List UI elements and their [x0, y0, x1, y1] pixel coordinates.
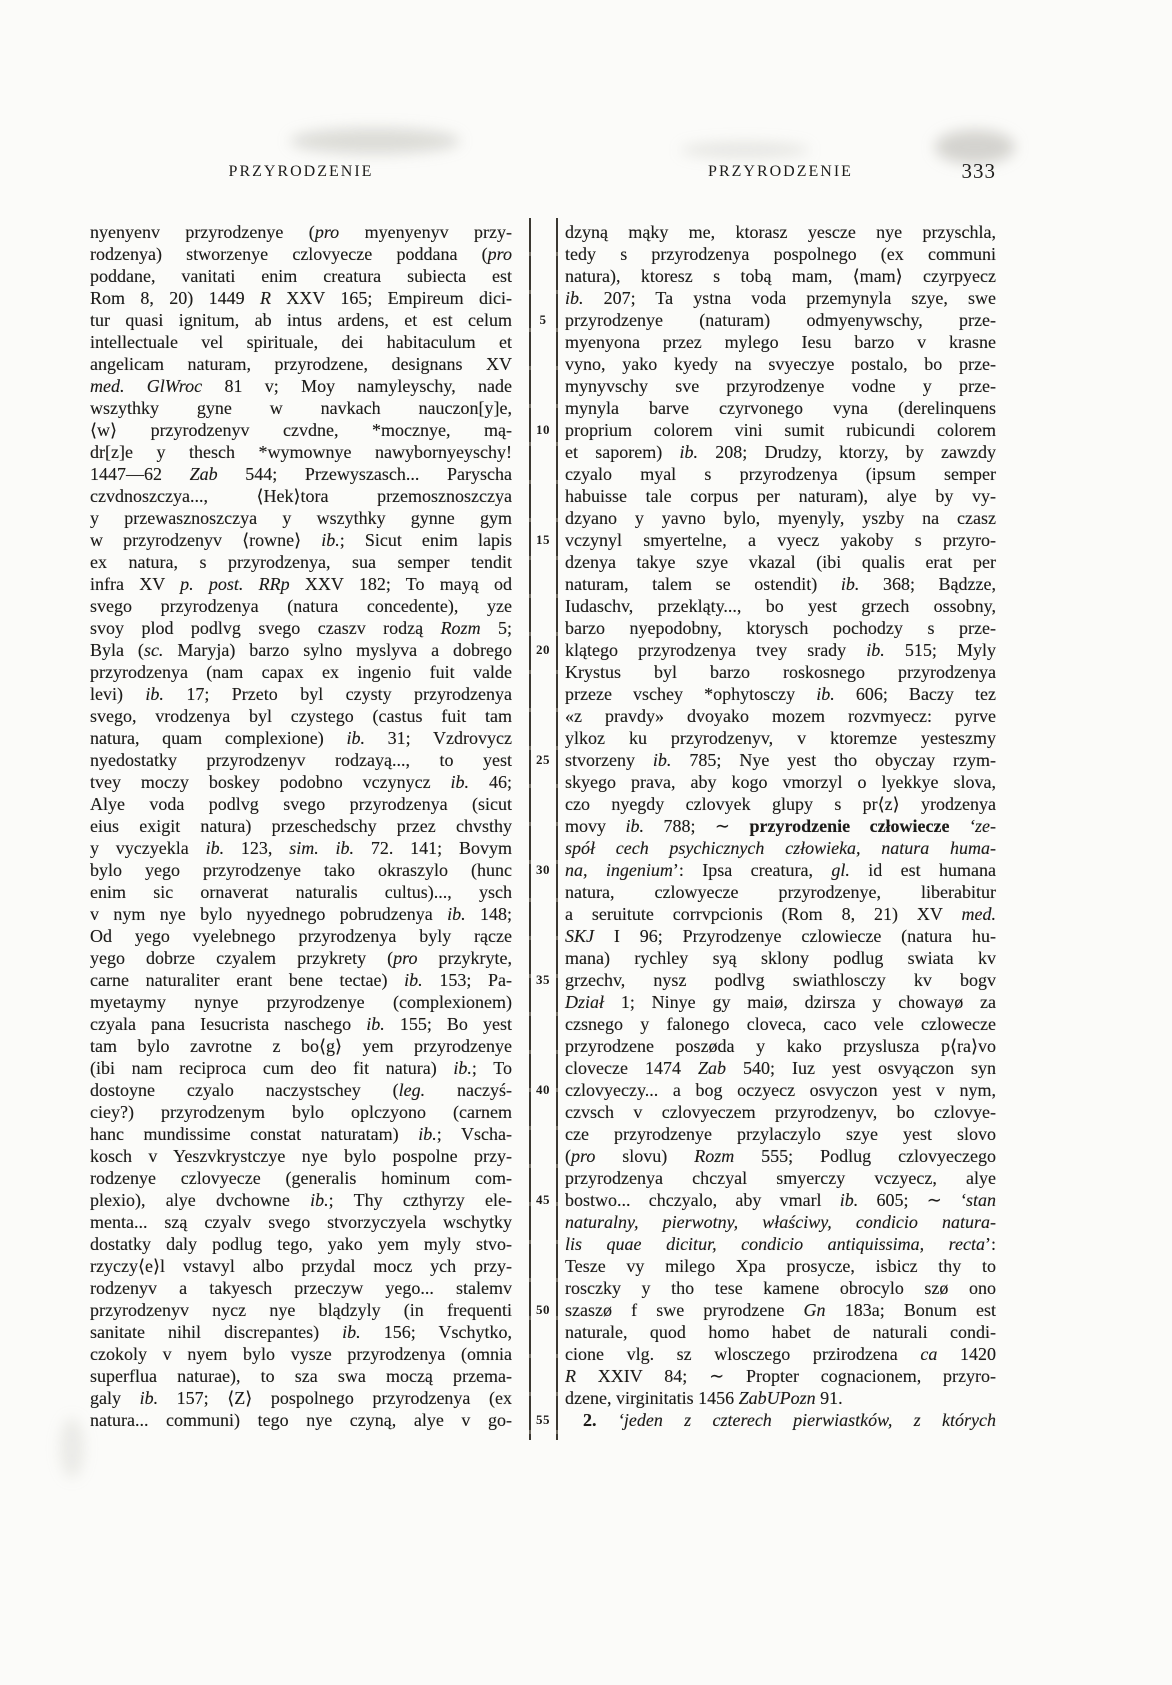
text-line-left-1: nyenyenv przyrodzenye (pro myenyenyv przy- [90, 222, 512, 242]
text-line-right-14: dzyano y yavno bylo, myenyly, yszby na czasz [565, 508, 996, 528]
text-line-left-20: Byla (sc. Maryja) barzo sylno myslyva a dobrego [90, 640, 512, 660]
text-line-right-40: czlovyeczy... a bog oczyecz osvyczon yest v nym, [565, 1080, 996, 1100]
text-line-left-17: infra XV p. post. RRp XXV 182; To mayą od [90, 574, 512, 594]
text-line-left-34: yego dobrze czyalem przykrety (pro przykryte, [90, 948, 512, 968]
text-line-left-14: y przewasznoszczya y wszythky gynne gym [90, 508, 512, 528]
text-line-right-47: lis quae dicitur, condicio antiquissima, recta’: [565, 1234, 996, 1254]
text-line-right-55: 2. ‘jeden z czterech pierwiastków, z których [583, 1410, 996, 1430]
text-line-left-7: angelicam naturam, przyrodzene, designans XV [90, 354, 512, 374]
page-number: 333 [961, 159, 996, 183]
text-line-right-27: czo nyegdy czlovyek glupy s pr⟨z⟩ yrodzenya [565, 794, 996, 814]
text-line-left-2: rodzenya) stworzenye czlovyecze poddana (pro [90, 244, 512, 264]
text-line-left-27: Alye voda podlvg svego przyrodzenya (sicut [90, 794, 512, 814]
text-line-left-19: svoy plod podlvg svego czaszv rodzą Rozm 5; [90, 618, 512, 638]
text-line-left-30: bylo yego przyrodzenye tako okraszylo (hunc [90, 860, 512, 880]
right-text-column [565, 221, 996, 1431]
left-text-column [90, 221, 512, 1431]
text-line-right-19: barzo nyepodobny, ktorysch pochodzy s prze- [565, 618, 996, 638]
text-line-right-9: mynyla barve czyrvonego vyna (derelinquens [565, 398, 996, 418]
text-line-left-12: 1447—62 Zab 544; Przewyszasch... Paryscha [90, 464, 512, 484]
text-line-right-8: mynyvschy sve przyrodzenye vodne y prze- [565, 376, 996, 396]
text-line-right-24: ylkoz ku przyrodzenyv, v ktoremze yesteszmy [565, 728, 996, 748]
text-line-right-3: natura), ktoresz s tobą mam, ⟨mam⟩ czyrpyecz [565, 266, 996, 286]
text-line-right-41: czvsch v czlovyeczem przyrodzenyv, bo czlovye- [565, 1102, 996, 1122]
text-line-left-37: czyala pana Iesucrista naschego ib. 155; Bo yest [90, 1014, 512, 1034]
text-line-left-21: przyrodzenya (nam capax ex ingenio fuit valde [90, 662, 512, 682]
text-line-right-20: klątego przyrodzenya tvey srady ib. 515; Myly [565, 640, 996, 660]
text-line-right-5: przyrodzenye (naturam) odmyenywschy, prze- [565, 310, 996, 330]
text-line-left-32: v nym nye bylo nyyednego pobrudzenya ib. 148; [90, 904, 512, 924]
text-line-left-9: wszythky gyne w navkach nauczon[y]e, [90, 398, 512, 418]
text-line-right-39: clovecze 1474 Zab 540; Iuz yest osvyączon syn [565, 1058, 996, 1078]
text-line-right-38: przyrodzene poszøda y kako przyslusza p⟨ra⟩vo [565, 1036, 996, 1056]
running-head [0, 0, 1172, 200]
text-line-right-43: (pro slovu) Rozm 555; Podlug czlovyeczego [565, 1146, 997, 1166]
text-line-right-16: dzenya takye szye vkazal (ibi qualis erat per [565, 552, 996, 572]
text-line-right-44: przyrodzenya chczyal smyerczy vczyecz, alye [565, 1168, 996, 1188]
text-line-left-33: Od yego vyelebnego przyrodzenya byly rącze [90, 926, 512, 946]
text-line-left-6: intellectuale vel spirituale, dei habitaculum et [90, 332, 512, 352]
text-line-right-21: Krystus byl barzo roskosnego przyrodzenya [565, 662, 996, 682]
column-divider-left-rule [529, 218, 531, 1440]
text-line-right-51: naturale, quod homo habet de naturali condi- [565, 1322, 996, 1342]
text-line-left-45: plexio), alye dvchowne ib.; Thy czthyrzy ele- [90, 1190, 512, 1210]
text-line-left-48: rzyczy⟨e⟩l vstavyl albo przydal mocz ych przy- [90, 1256, 512, 1276]
text-line-right-1: dzyną mąky me, ktorasz yescze nye przyschla, [565, 222, 996, 242]
text-line-right-37: czsnego y falonego cloveca, caco vele czlowecze [565, 1014, 996, 1034]
text-line-left-31: enim sic ornaverat naturalis cultus)..., ysch [90, 882, 512, 902]
text-line-right-4: ib. 207; Ta ystna voda przemynyla szye, swe [565, 288, 996, 308]
line-number-50: 50 [536, 1302, 550, 1317]
text-line-left-16: ex natura, s przyrodzenya, sua semper tendit [90, 552, 512, 572]
text-line-left-28: eius exigit natura) przeschedschy przez chvsthy [90, 816, 512, 836]
text-line-left-53: superflua naturae), to sza swa moczą przema- [90, 1366, 512, 1386]
text-line-right-7: vyno, yako kyedy na svyeczye postalo, bo prze- [565, 354, 996, 374]
line-number-35: 35 [536, 972, 550, 987]
scan-smudge [60, 1418, 84, 1478]
text-line-right-36: Dział 1; Ninye gy maiø, dzirsza y chowayø za [565, 992, 996, 1012]
text-line-right-6: myenyona przez mylego Iesu barzo v krasne [565, 332, 996, 352]
line-number-10: 10 [536, 422, 550, 437]
text-line-left-13: czvdnoszczya..., ⟨Hek⟩tora przemosznoszczya [90, 486, 512, 506]
text-line-left-23: svego, vrodzenya byl czystego (castus fuit tam [90, 706, 512, 726]
text-line-right-48: Tesze vy milego Xpa prosycze, isbicz thy to [565, 1256, 996, 1276]
text-line-left-38: tam bylo zavrotne z bo⟨g⟩ yem przyrodzenye [90, 1036, 512, 1056]
text-line-right-29: spół cech psychicznych człowieka, natura huma- [565, 838, 996, 858]
text-line-left-25: nyedostatky przyrodzenyv rodzayą..., to yest [90, 750, 512, 770]
text-line-right-23: «z pravdy» dvoyako mozem rozvmyecz: pyrve [565, 706, 996, 726]
text-line-right-22: przeze vschey *ophytosczy ib. 606; Baczy tez [565, 684, 996, 704]
column-divider-right-rule [556, 218, 558, 1440]
text-line-right-30: na, ingenium’: Ipsa creatura, gl. id est humana [565, 860, 996, 880]
text-line-left-3: poddane, vanitati enim creatura subiecta est [90, 266, 512, 286]
left-column-header: PRZYRODZENIE [228, 163, 374, 180]
text-line-right-26: skyego prava, aby kogo vmorzyl o lyekkye slova, [565, 772, 996, 792]
text-line-right-52: cione vlg. sz wlosczego przirodzena ca 1420 [565, 1344, 996, 1364]
text-line-right-34: mana) rychley syą sklony podlug swiata kv [565, 948, 996, 968]
text-line-right-45: bostwo... chczyalo, aby vmarl ib. 605; ∼ ‘stan [565, 1190, 997, 1210]
text-line-right-31: natura, czlowyecze przyrodzenye, liberabitur [565, 882, 996, 902]
line-number-25: 25 [536, 752, 550, 767]
text-line-left-24: natura, quam complexione) ib. 31; Vzdrovycz [90, 728, 512, 748]
text-line-left-44: rodzenye czlovyecze (generalis hominum com- [90, 1168, 512, 1188]
text-line-right-10: proprium colorem vini sumit rubicundi colorem [565, 420, 996, 440]
line-number-5: 5 [539, 312, 547, 327]
text-line-right-13: habuisse tale corpus per naturam), alye by vy- [565, 486, 996, 506]
text-line-left-35: carne naturaliter erant bene tectae) ib. 153; Pa- [90, 970, 512, 990]
text-line-right-53: R XXIV 84; ∼ Propter cognacionem, przyro- [565, 1366, 996, 1386]
right-column-header: PRZYRODZENIE [708, 163, 853, 180]
text-line-right-35: grzechv, nysz podlvg swiathlosczy kv bogv [565, 970, 996, 990]
line-number-45: 45 [536, 1192, 550, 1207]
text-line-left-22: levi) ib. 17; Przeto byl czysty przyrodzenya [90, 684, 512, 704]
text-line-right-42: cze przyrodzenye przylaczylo szye yest slovo [565, 1124, 996, 1144]
text-line-left-39: (ibi nam reciproca cum deo fit natura) ib.; To [90, 1058, 512, 1078]
line-number-15: 15 [536, 532, 550, 547]
text-line-left-52: czokoly v nyem bylo vysze przyrodzenya (omnia [90, 1344, 512, 1364]
text-line-left-29: y vyczyekla ib. 123, sim. ib. 72. 141; Bovym [90, 838, 513, 858]
text-line-left-11: dr[z]e y thesch *wymownye nawybornyeyschy! [90, 442, 512, 462]
text-line-right-25: stvorzeny ib. 785; Nye yest tho obyczay rzym- [565, 750, 996, 770]
text-line-left-55: natura... communi) tego nye czyną, alye v go- [90, 1410, 512, 1430]
text-line-right-28: movy ib. 788; ∼ przyrodzenie człowiecze ‘ze- [565, 816, 996, 836]
text-line-right-49: rosczky y tho tese kamene obrocylo szø ono [565, 1278, 996, 1298]
line-number-30: 30 [536, 862, 550, 877]
text-line-right-11: et saporem) ib. 208; Drudzy, ktorzy, by zawzdy [565, 442, 996, 462]
text-line-right-15: vczynyl smyertelne, a vyecz yakoby s przyro- [565, 530, 996, 550]
text-line-left-42: hanc mundissime constat naturatam) ib.; Vscha- [90, 1124, 512, 1144]
text-line-right-33: SKJ I 96; Przyrodzenye czlowiecze (natura hu- [565, 926, 996, 946]
text-line-left-8: med. GlWroc 81 v; Moy namyleyschy, nade [90, 376, 512, 396]
text-line-left-36: myetaymy nynye przyrodzenye (complexionem) [90, 992, 512, 1012]
text-line-right-50: szaszø f swe pryrodzene Gn 183a; Bonum est [565, 1300, 997, 1320]
text-line-left-50: przyrodzenyv nycz nye blądzyly (in frequenti [90, 1300, 512, 1320]
text-line-right-12: czyalo myal s przyrodzenya (ipsum semper [565, 464, 996, 484]
text-line-left-49: rodzenyv a takyesch przeczyw yego... stalemv [90, 1278, 512, 1298]
text-line-left-26: tvey moczy boskey podobno vczynycz ib. 46; [90, 772, 512, 792]
text-line-left-41: ciey?) przyrodzenym bylo oplczyono (carnem [90, 1102, 512, 1122]
text-line-right-46: naturalny, pierwotny, właściwy, condicio natura- [565, 1212, 996, 1232]
text-line-left-5: tur quasi ignitum, ab intus ardens, et est celum [90, 310, 512, 330]
line-number-40: 40 [536, 1082, 550, 1097]
text-line-left-46: menta... szą czyalv svego stvorzyczyela wschytky [90, 1212, 512, 1232]
text-line-left-4: Rom 8, 20) 1449 R XXV 165; Empireum dici- [90, 288, 512, 308]
text-line-right-17: naturam, talem se ostendit) ib. 368; Bądzze, [565, 574, 996, 594]
text-line-left-18: svego przyrodzenya (natura concedente), yze [90, 596, 512, 616]
text-line-right-18: Iudaschv, przekląty..., bo yest grzech ossobny, [565, 596, 996, 616]
text-line-left-43: kosch v Yeszvkrystczye nye bylo pospolne przy- [90, 1146, 512, 1166]
text-line-right-2: tedy s przyrodzenya pospolnego (ex communi [565, 244, 996, 264]
text-line-left-51: sanitate nihil discrepantes) ib. 156; Vschytko, [90, 1322, 513, 1342]
line-number-20: 20 [536, 642, 550, 657]
text-line-left-15: w przyrodzenyv ⟨rowne⟩ ib.; Sicut enim lapis [90, 530, 512, 550]
text-line-right-54: dzene, virginitatis 1456 ZabUPozn 91. [565, 1388, 843, 1408]
text-line-left-47: dostatky daly podlug tego, yako yem myly stvo- [90, 1234, 512, 1254]
text-line-left-10: ⟨w⟩ przyrodzenyv czvdne, *mocznye, mą- [90, 420, 512, 440]
text-line-right-32: a seruitute corrvpcionis (Rom 8, 21) XV med. [565, 904, 996, 924]
text-line-left-40: dostoyne czyalo naczystschey (leg. naczyś- [90, 1080, 512, 1100]
text-line-left-54: galy ib. 157; ⟨Z⟩ pospolnego przyrodzenya (ex [90, 1388, 512, 1408]
line-number-55: 55 [536, 1412, 550, 1427]
